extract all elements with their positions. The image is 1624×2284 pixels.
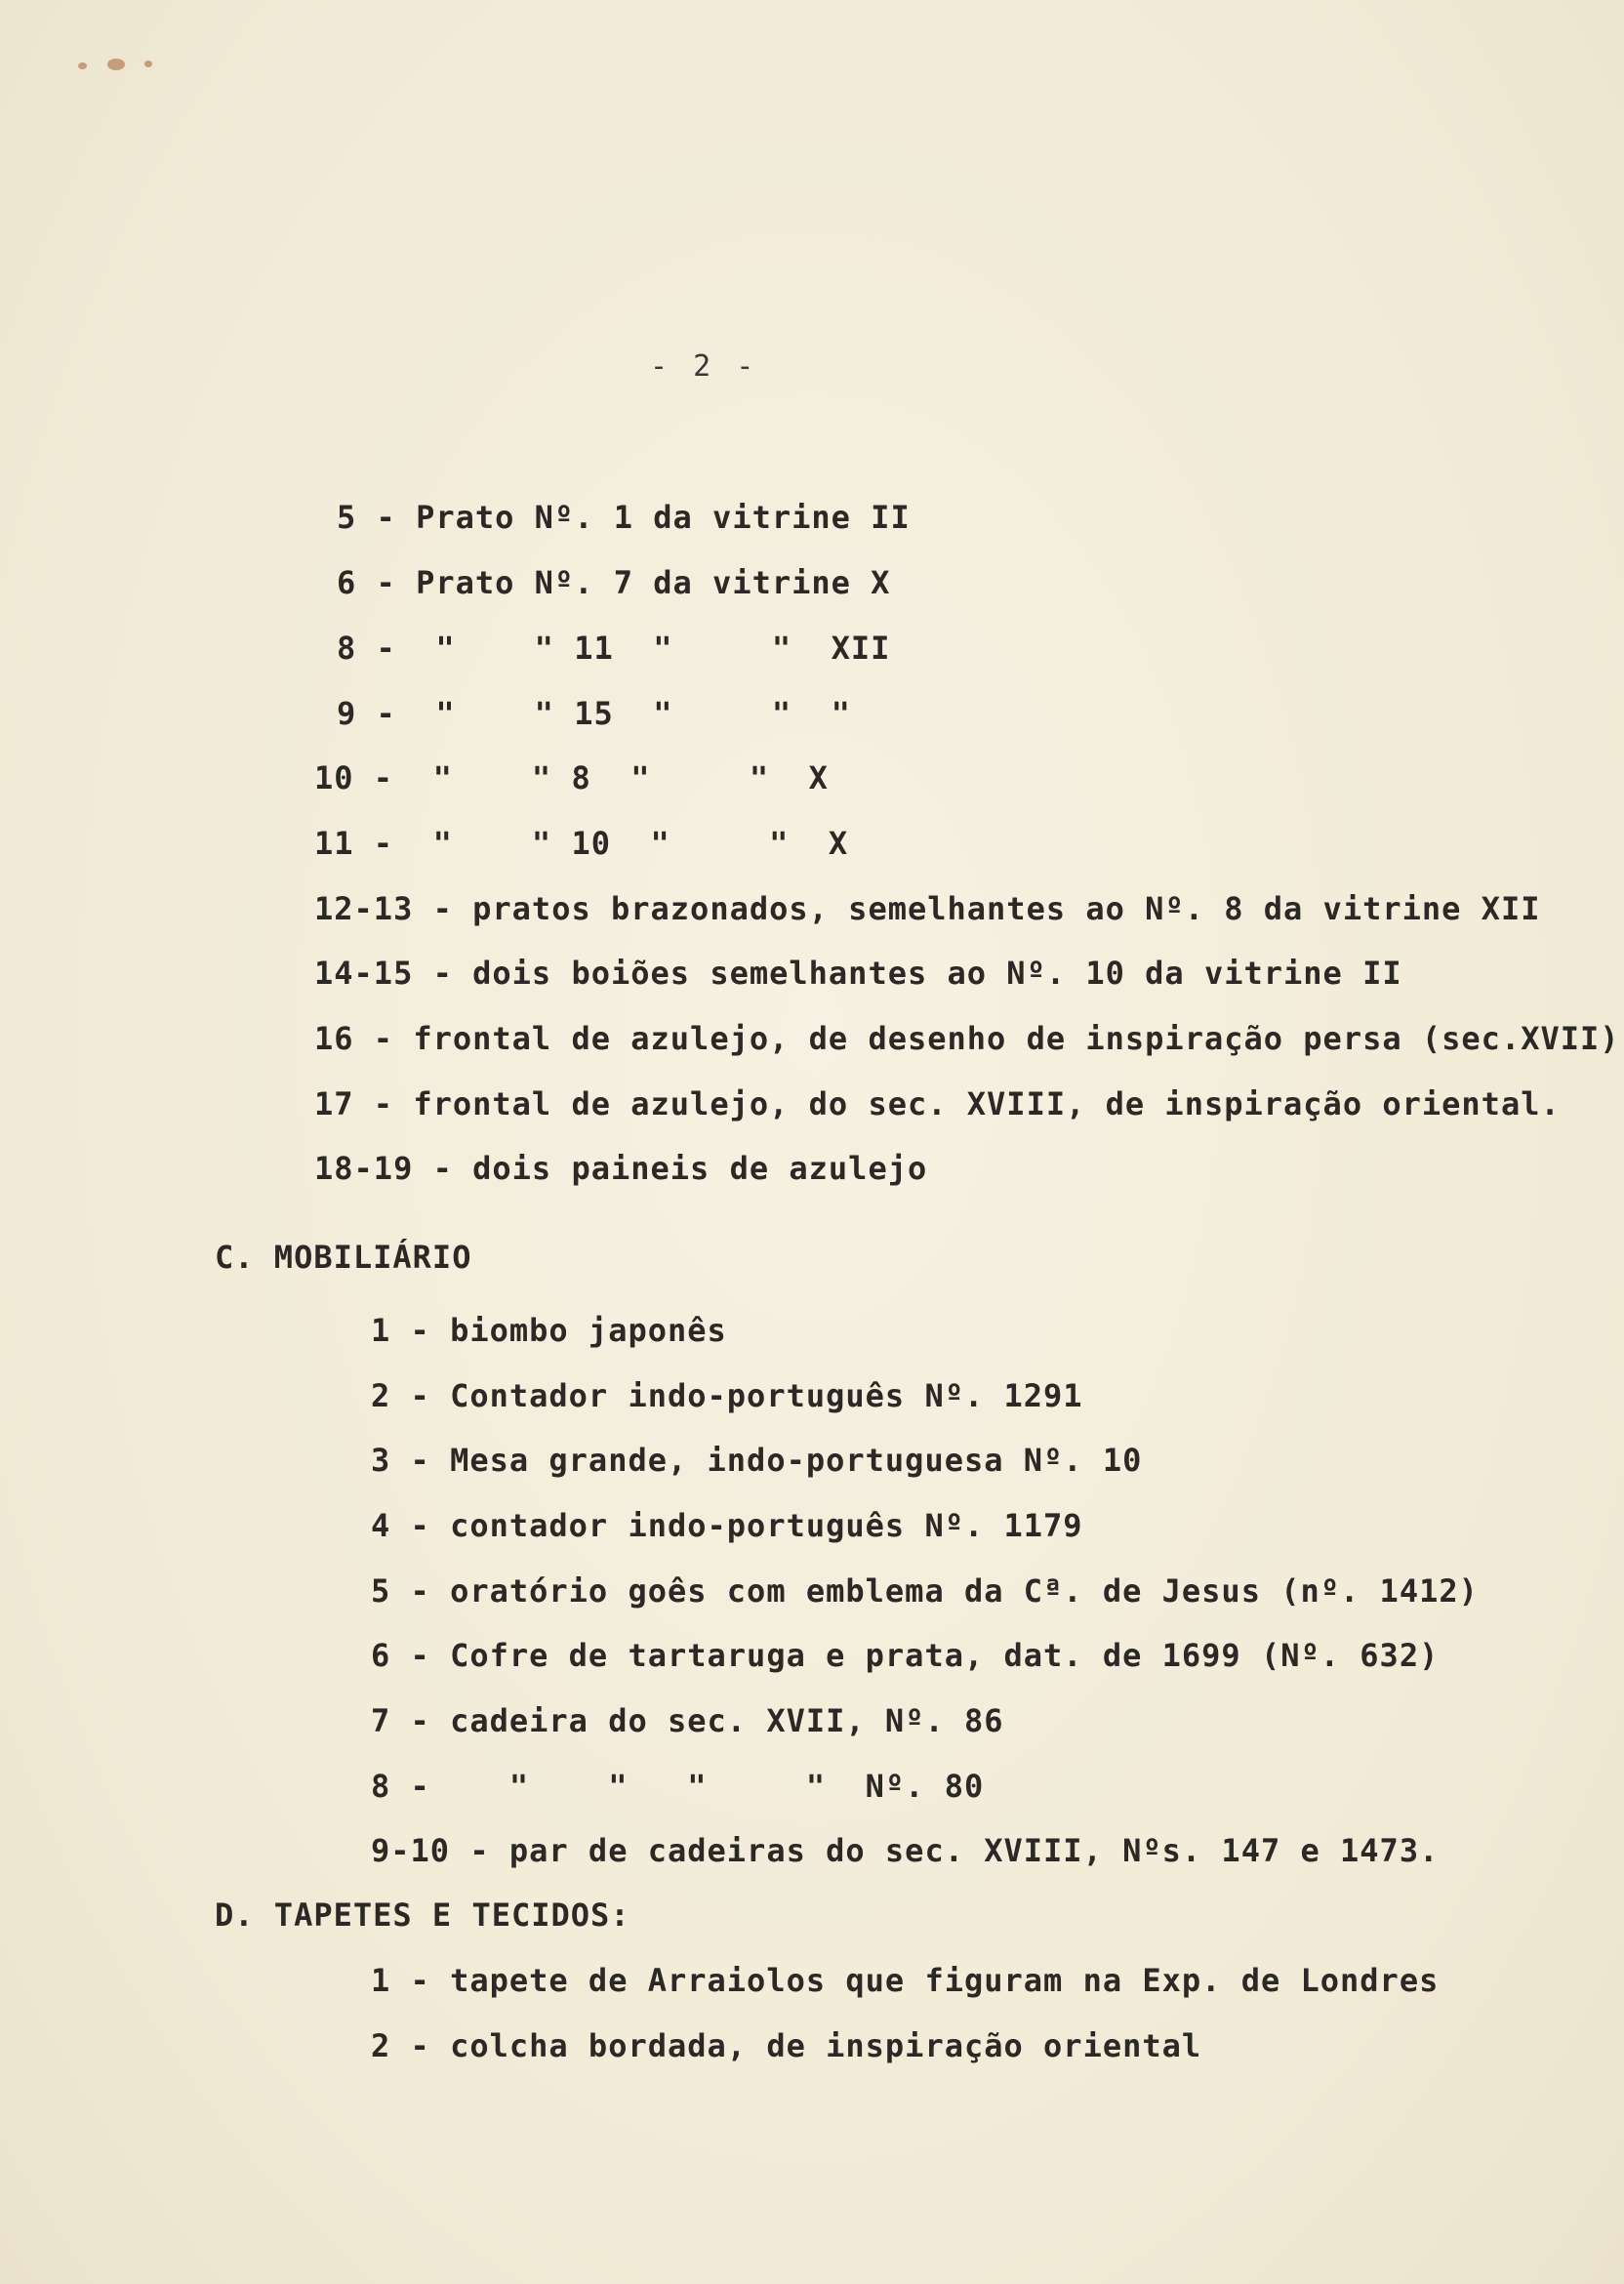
- list-item: 5 - Prato Nº. 1 da vitrine II: [337, 499, 911, 536]
- list-item: 2 - colcha bordada, de inspiração oriental: [371, 2027, 1202, 2064]
- list-item: 1 - tapete de Arraiolos que figuram na Exp. de Londres: [371, 1962, 1440, 1999]
- list-item: 5 - oratório goês com emblema da Cª. de Jesus (nº. 1412): [371, 1572, 1479, 1610]
- section-heading: C. MOBILIÁRIO: [215, 1239, 472, 1276]
- list-item: 2 - Contador indo-português Nº. 1291: [371, 1377, 1083, 1414]
- list-item: 14-15 - dois boiões semelhantes ao Nº. 10 da vitrine II: [314, 955, 1402, 992]
- list-item: 1 - biombo japonês: [371, 1312, 727, 1349]
- list-item: 3 - Mesa grande, indo-portuguesa Nº. 10: [371, 1442, 1143, 1479]
- ink-stain: [144, 61, 152, 67]
- list-item: 8 - " " " " Nº. 80: [371, 1768, 985, 1805]
- list-item: 7 - cadeira do sec. XVII, Nº. 86: [371, 1702, 1004, 1739]
- list-item: 6 - Prato Nº. 7 da vitrine X: [337, 564, 891, 601]
- ink-stain: [107, 59, 125, 70]
- list-item: 17 - frontal de azulejo, do sec. XVIII, de inspiração oriental.: [314, 1085, 1561, 1122]
- list-item: 11 - " " 10 " " X: [314, 825, 849, 862]
- list-item: 4 - contador indo-português Nº. 1179: [371, 1507, 1083, 1544]
- list-item: 16 - frontal de azulejo, de desenho de inspiração persa (sec.XVII): [314, 1020, 1620, 1057]
- section-heading: D. TAPETES E TECIDOS:: [215, 1897, 630, 1934]
- list-item: 6 - Cofre de tartaruga e prata, dat. de 1699 (Nº. 632): [371, 1637, 1440, 1674]
- list-item: 8 - " " 11 " " XII: [337, 630, 891, 667]
- list-item: 9 - " " 15 " " ": [337, 695, 851, 732]
- list-item: 9-10 - par de cadeiras do sec. XVIII, Nºs. 147 e 1473.: [371, 1832, 1440, 1869]
- ink-stain: [78, 62, 87, 69]
- list-item: 12-13 - pratos brazonados, semelhantes ao Nº. 8 da vitrine XII: [314, 890, 1541, 927]
- list-item: 10 - " " 8 " " X: [314, 759, 829, 796]
- list-item: 18-19 - dois paineis de azulejo: [314, 1150, 928, 1187]
- page-number: - 2 -: [650, 349, 758, 384]
